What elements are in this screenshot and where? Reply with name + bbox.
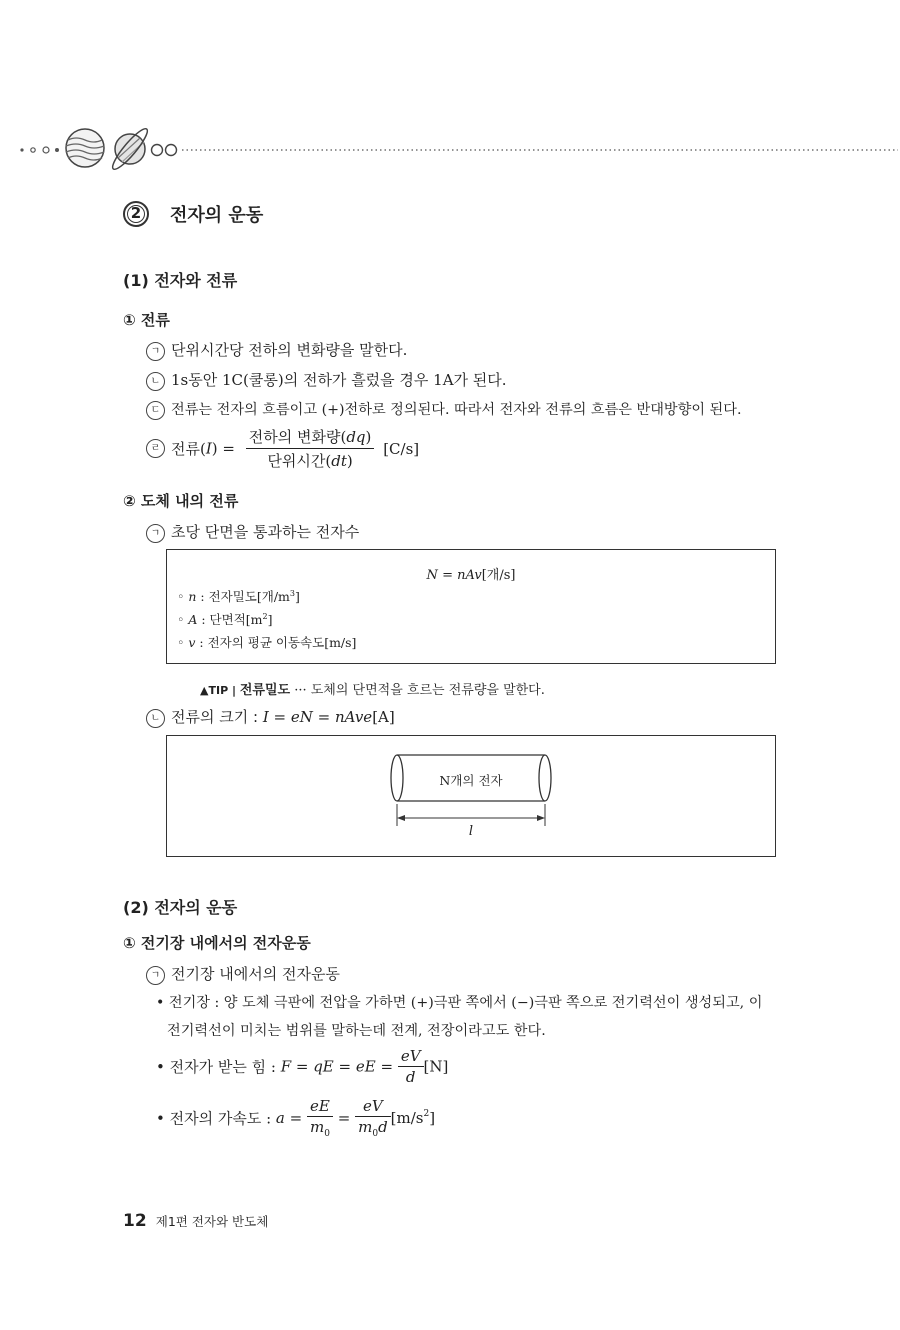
formula-fraction [355, 1097, 391, 1139]
definition-var: v [188, 635, 196, 650]
length-label: l [468, 824, 474, 839]
denominator-tail: d [378, 1118, 388, 1136]
numerator-var: dq [346, 428, 366, 446]
denominator-var: m [309, 1118, 325, 1136]
bullet-prefix: • 전자가 받는 힘 : [156, 1058, 281, 1076]
formula-lhs: 전류( [171, 440, 206, 458]
formula-var: N [426, 568, 438, 583]
item-heading-electric-field: ① 전기장 내에서의 전자운동 [123, 934, 311, 952]
list-item-text: 전류는 전자의 흐름이고 (+)전하로 정의된다. 따라서 전자와 전류의 흐름은 반대방향이 된다. [171, 402, 742, 418]
tip-note [200, 679, 545, 698]
definition-item: ◦ A : 단면적$[m^2]$ [177, 611, 273, 627]
list-item-text: 1s동안 1C(쿨롱)의 전하가 흘렀을 경우 1A가 된다. [171, 371, 507, 389]
planets-decoration-icon [0, 118, 900, 178]
definition-sup: 2 [262, 611, 268, 621]
definition-item: ◦ n : 전자밀도[개$/m^3$] [177, 588, 300, 604]
fraction-numerator: eE [307, 1097, 333, 1117]
section-number-badge [123, 201, 149, 227]
section-title: 전자의 운동 [170, 205, 264, 226]
item-heading-conductor-current: ② 도체 내의 전류 [123, 492, 239, 510]
fraction-numerator: eV [355, 1097, 391, 1117]
numerator-text: 전하의 변화량( [248, 428, 347, 446]
definition-text: : 전자밀도[개/m [196, 589, 290, 604]
bullet-force-formula [156, 1047, 448, 1086]
list-marker: ㄱ [146, 966, 165, 985]
section-number: 2 [130, 204, 142, 222]
page-number: 12 [123, 1211, 147, 1231]
definition-end: ] [295, 589, 300, 604]
formula-unit: [개/s] [481, 568, 516, 583]
list-item [146, 521, 359, 543]
formula-unit-end: ] [429, 1109, 436, 1127]
acceleration-lhs: a = [275, 1109, 303, 1127]
definition-item: ◦ v : 전자의 평균 이동속도[m/s] [177, 635, 357, 650]
numerator-end: ) [365, 428, 372, 446]
formula-unit-sup: 2 [423, 1109, 430, 1119]
list-item [146, 963, 340, 985]
list-marker: ㄴ [146, 709, 165, 728]
cylinder-label: N개의 전자 [439, 773, 503, 788]
formula-fraction [246, 426, 375, 471]
header-decoration [0, 118, 900, 178]
formula-lhs-end: ) = [211, 439, 235, 458]
bullet-electric-field: • 전기장 : 양 도체 극판에 전압을 가하면 (+)극판 쪽에서 (−)극판 쪽으로 전기력선이 생성되고, 이 [156, 995, 763, 1011]
arrow-right-icon [537, 815, 545, 821]
page-footer [123, 1211, 268, 1231]
fraction-numerator [246, 426, 375, 449]
item-heading-current: ① 전류 [123, 311, 170, 329]
definition-text: : 전자의 평균 이동속도[m/s] [195, 635, 357, 650]
tip-text: ··· 도체의 단면적을 흐르는 전류량을 말한다. [290, 683, 545, 698]
electron-count-formula [167, 564, 775, 583]
fraction-numerator: eV [398, 1047, 424, 1067]
bell-icon: ▲ [200, 684, 209, 697]
bullet-prefix: • 전자의 가속도 : [156, 1109, 276, 1128]
definition-end: ] [267, 612, 273, 627]
list-item [146, 339, 407, 361]
list-item-text: 초당 단면을 통과하는 전자수 [171, 523, 360, 541]
list-item-text: 전기장 내에서의 전자운동 [171, 965, 340, 983]
list-marker: ㄹ [146, 439, 165, 458]
denominator-end: ) [346, 452, 353, 470]
list-item [146, 706, 395, 728]
chapter-title: 제1편 전자와 반도체 [155, 1214, 269, 1229]
definition-var: A [188, 612, 198, 627]
fraction-denominator [355, 1117, 391, 1139]
formula-unit: [m/s [390, 1109, 424, 1127]
formula-unit: [C/s] [383, 439, 420, 458]
formula-fraction [307, 1097, 333, 1139]
formula-unit: [A] [372, 708, 395, 726]
list-marker: ㄷ [146, 401, 165, 420]
list-item-text: 단위시간당 전하의 변화량을 말한다. [171, 341, 408, 359]
force-expression: F = qE = eE = [280, 1057, 394, 1076]
list-item [146, 399, 741, 420]
current-magnitude-formula: I = eN = nAve [262, 708, 373, 726]
fraction-denominator [307, 1117, 333, 1139]
subsection-heading-2: (2) 전자의 운동 [123, 898, 238, 917]
formula-fraction [398, 1047, 424, 1086]
conductor-diagram-box [166, 735, 776, 857]
definition-var: n [188, 589, 197, 604]
electron-count-box [166, 549, 776, 664]
tip-label: TIP [208, 684, 229, 697]
formula-equals: = [337, 1109, 351, 1127]
bullet-electric-field-cont: 전기력선이 미치는 범위를 말하는데 전계, 전장이라고도 한다. [167, 1023, 546, 1039]
formula-equals: = [442, 568, 453, 583]
subsection-heading-1: (1) 전자와 전류 [123, 271, 238, 290]
list-item-text: 전류의 크기 : [171, 708, 263, 726]
tip-badge: ▲TIP | [200, 684, 240, 697]
list-marker: ㄴ [146, 372, 165, 391]
denominator-var: m [358, 1118, 373, 1136]
bullet-acceleration-formula [156, 1097, 435, 1139]
denominator-sub: 0 [372, 1129, 379, 1139]
denominator-var: dt [331, 452, 347, 470]
formula-unit: [N] [423, 1057, 449, 1076]
fraction-denominator: d [405, 1068, 416, 1086]
fraction-denominator [246, 449, 375, 471]
list-item [146, 369, 507, 391]
current-formula [146, 426, 419, 471]
tip-term: 전류밀도 [239, 683, 291, 698]
list-marker: ㄱ [146, 524, 165, 543]
definition-text: : 단면적[m [197, 612, 263, 627]
definition-sup: 3 [289, 588, 295, 598]
denominator-sub: 0 [324, 1129, 330, 1139]
denominator-text: 단위시간( [267, 452, 332, 470]
list-marker: ㄱ [146, 342, 165, 361]
arrow-left-icon [397, 815, 405, 821]
formula-var: nAv [457, 568, 482, 583]
formula-var: I [205, 439, 212, 458]
